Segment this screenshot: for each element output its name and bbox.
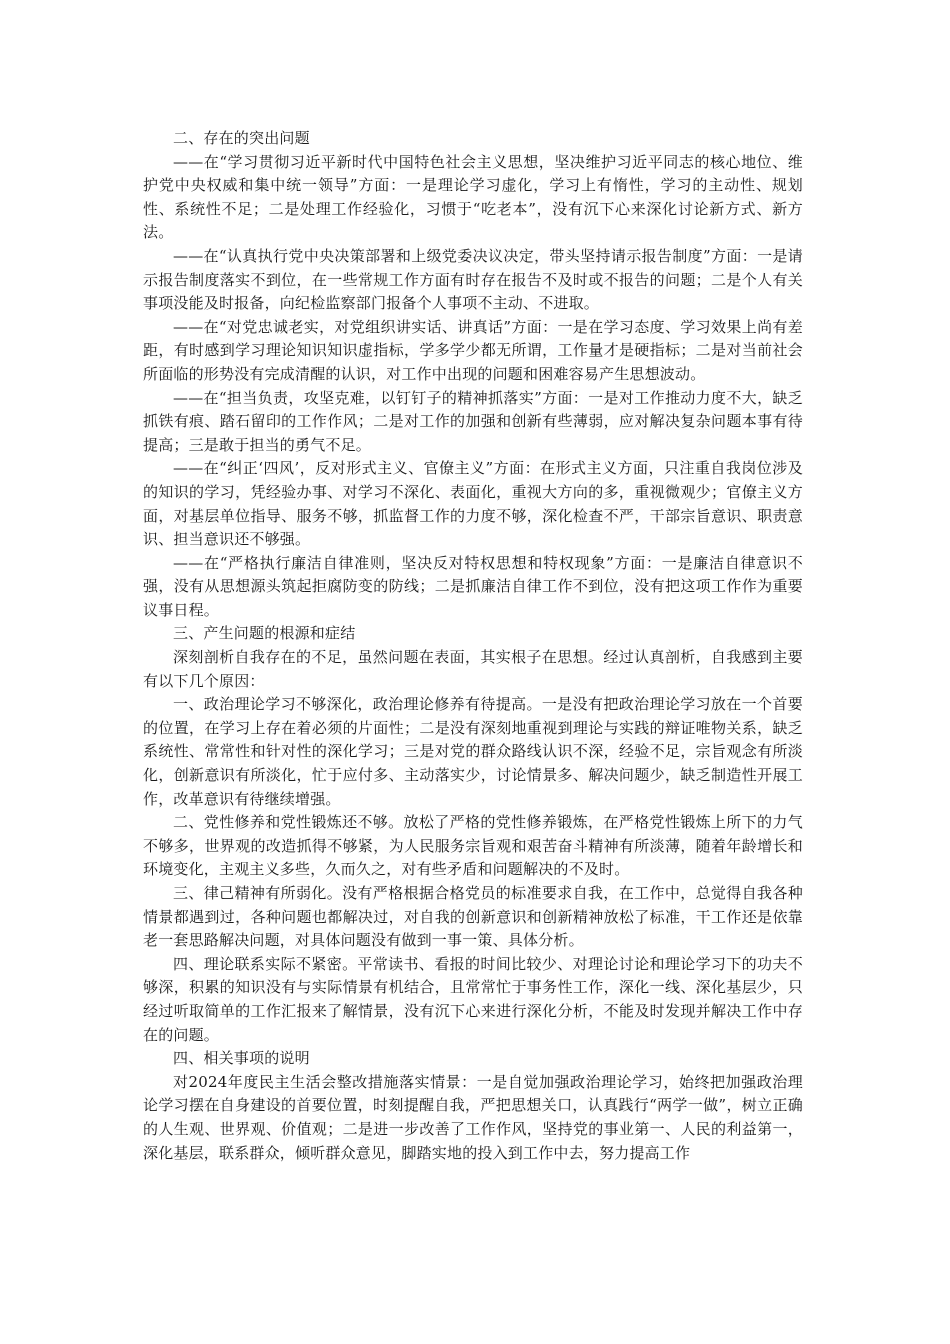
section-heading-related-matters: 四、相关事项的说明 — [173, 1049, 310, 1068]
paragraph-responsibility: ——在“担当负责，攻坚克难，以钉钉子的精神抓落实”方面：一是对工作推动力度不大，缺乏抓铁有痕、踏石留印的工作作风；二是对工作的加强和创新有些薄弱，应对解决复杂问题本事有待提高；三是敢于担当的勇气不足。 — [143, 388, 803, 454]
paragraph-cause-two: 二、党性修养和党性锻炼还不够。放松了严格的党性修养锻炼，在严格党性锻炼上所下的力气不够多，世界观的改造抓得不够紧，为人民服务宗旨观和艰苦奋斗精神有所淡薄，随着年龄增长和环境变化，主观主义多些，久而久之，对有些矛盾和问题解决的不及时。 — [143, 813, 803, 879]
paragraph-cause-one: 一、政治理论学习不够深化，政治理论修养有待提高。一是没有把政治理论学习放在一个首要的位置，在学习上存在着必须的片面性；二是没有深刻地重视到理论与实践的辩证唯物关系，缺乏系统性、常常性和针对性的深化学习；三是对党的群众路线认识不深，经验不足，宗旨观念有所淡化，创新意识有所淡化，忙于应付多、主动落实少，讨论情景多、解决问题少，缺乏制造性开展工作，改革意识有待继续增强。 — [143, 695, 803, 808]
paragraph-reporting-system: ——在“认真执行党中央决策部署和上级党委决议决定，带头坚持请示报告制度”方面：一是请示报告制度落实不到位，在一些常规工作方面有时存在报告不及时或不报告的问题；二是个人有关事项没能及时报备，向纪检监察部门报备个人事项不主动、不进取。 — [143, 246, 803, 313]
document-body — [143, 127, 803, 1165]
paragraph-causes-intro: 深刻剖析自我存在的不足，虽然问题在表面，其实根子在思想。经过认真剖析，自我感到主要有以下几个原因： — [143, 648, 803, 690]
paragraph-loyalty: ——在“对党忠诚老实，对党组织讲实话、讲真话”方面：一是在学习态度、学习效果上尚有差距，有时感到学习理论知识知识虚指标，学多学少都无所谓，工作量才是硬指标；二是对当前社会所面临的形势没有完成清醒的认识，对工作中出现的问题和困难容易产生思想波动。 — [143, 317, 803, 383]
paragraph-theory-study: ——在“学习贯彻习近平新时代中国特色社会主义思想，坚决维护习近平同志的核心地位、维护党中央权威和集中统一领导”方面：一是理论学习虚化，学习上有惰性，学习的主动性、规划性、系统性不足；二是处理工作经验化，习惯于“吃老本”，没有沉下心来深化讨论新方式、新方法。 — [143, 152, 803, 242]
paragraph-cause-three: 三、律己精神有所弱化。没有严格根据合格党员的标准要求自我，在工作中，总觉得自我各种情景都遇到过，各种问题也都解决过，对自我的创新意识和创新精神放松了标准，干工作还是依靠老一套思路解决问题，对具体问题没有做到一事一策、具体分析。 — [143, 884, 803, 950]
paragraph-integrity: ——在“严格执行廉洁自律准则，坚决反对特权思想和特权现象”方面：一是廉洁自律意识不强，没有从思想源头筑起拒腐防变的防线；二是抓廉洁自律工作不到位，没有把这项工作作为重要议事日程。 — [143, 553, 803, 619]
section-heading-problems: 二、存在的突出问题 — [173, 129, 310, 147]
section-heading-root-causes: 三、产生问题的根源和症结 — [173, 624, 356, 643]
paragraph-rectification: 对2024年度民主生活会整改措施落实情景：一是自觉加强政治理论学习，始终把加强政治理论学习摆在自身建设的首要位置，时刻提醒自我，严把思想关口，认真践行“两学一做”，树立正确的人生观、世界观、价值观；二是进一步改善了工作作风，坚持党的事业第一、人民的利益第一，深化基层，联系群众，倾听群众意见，脚踏实地的投入到工作中去，努力提高工作 — [143, 1072, 803, 1162]
paragraph-four-winds: ——在“纠正‘四风’，反对形式主义、官僚主义”方面：在形式主义方面，只注重自我岗位涉及的知识的学习，凭经验办事、对学习不深化、表面化，重视大方向的多，重视微观少；官僚主义方面，对基层单位指导、服务不够，抓监督工作的力度不够，深化检查不严，干部宗旨意识、职责意识、担当意识还不够强。 — [143, 459, 803, 549]
paragraph-cause-four: 四、理论联系实际不紧密。平常读书、看报的时间比较少、对理论讨论和理论学习下的功夫不够深，积累的知识没有与实际情景有机结合，且常常忙于事务性工作，深化一线、深化基层少，只经过听取简单的工作汇报来了解情景，没有沉下心来进行深化分析，不能及时发现并解决工作中存在的问题。 — [143, 954, 803, 1044]
